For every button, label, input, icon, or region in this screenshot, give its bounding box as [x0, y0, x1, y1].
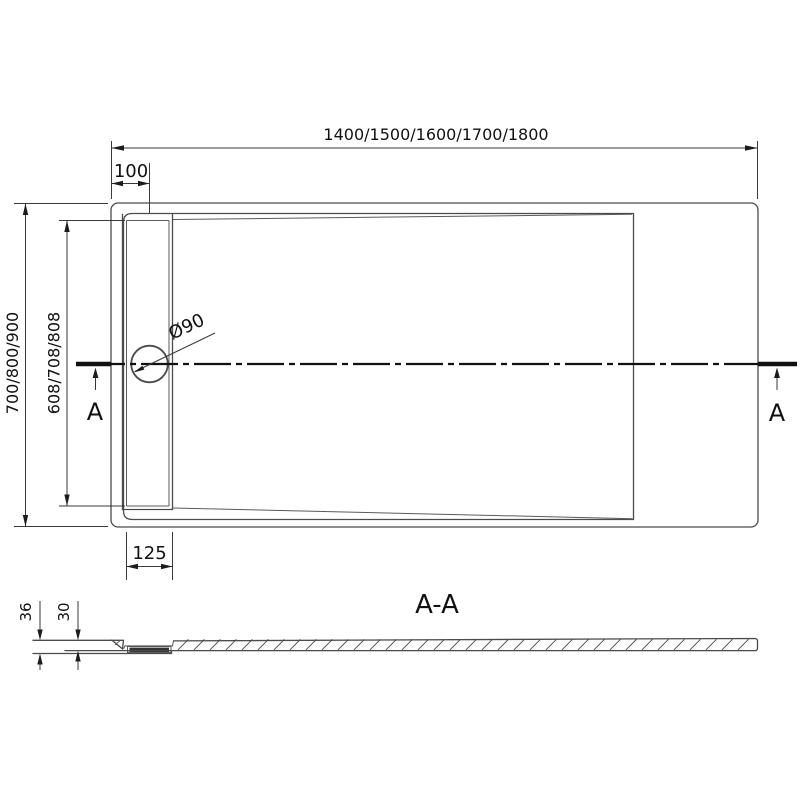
hatch-line	[498, 639, 509, 650]
hatch-line	[482, 639, 493, 650]
slope-fold-top	[173, 214, 632, 219]
hatch-line	[354, 639, 365, 650]
section-marker-right	[758, 364, 797, 427]
hatch-line	[370, 639, 381, 650]
channel-width-label: 125	[132, 543, 167, 564]
hatch-line	[530, 639, 541, 650]
body-height-dimension	[55, 601, 81, 670]
hatch-line	[514, 639, 525, 650]
depth-arrow-top	[23, 204, 28, 216]
slope-fold-bottom	[173, 508, 633, 519]
body-height-label: 30	[55, 602, 73, 622]
length-arrow-right	[745, 145, 758, 150]
hatch-line	[658, 639, 669, 650]
hatch-line	[738, 639, 749, 650]
inner-depth-dimension-label: 608/708/808	[44, 311, 64, 415]
section-top-surface	[174, 639, 758, 651]
drain-offset-dimension	[112, 161, 150, 213]
hatch-line	[434, 639, 445, 650]
hatch-line	[466, 639, 477, 650]
hatch-line	[562, 639, 573, 650]
section-view-title: A-A	[415, 590, 459, 620]
edge-height-dimension	[17, 601, 43, 670]
length-arrow-left	[112, 145, 125, 150]
body-height-arrow-bottom	[75, 651, 80, 662]
edge-height-label: 36	[17, 602, 35, 622]
diameter-leader-arrow	[134, 366, 145, 373]
body-height-arrow-top	[75, 630, 80, 641]
hatch-line	[690, 639, 701, 650]
channel-width-arrow-left	[127, 564, 139, 569]
edge-height-arrow-bottom	[37, 654, 42, 665]
section-label-left: A	[86, 398, 104, 426]
hatch-line	[642, 639, 653, 650]
drain-cover	[130, 648, 170, 652]
section-arrow-head-right	[774, 368, 780, 379]
hatch-line	[674, 639, 685, 650]
hatch-line	[706, 639, 717, 650]
top-view	[3, 125, 797, 580]
hatch-line	[722, 639, 733, 650]
section-view	[17, 590, 758, 670]
hatch-line	[338, 639, 349, 650]
section-arrow-head-left	[93, 368, 99, 379]
hatch-line	[386, 639, 397, 650]
hatch-line	[546, 639, 557, 650]
hatch-line	[594, 639, 605, 650]
drain-ramp	[112, 640, 124, 649]
section-label-right: A	[768, 399, 786, 427]
hatch-line	[578, 639, 589, 650]
drain-offset-label: 100	[113, 161, 149, 182]
depth-dimension-label: 700/800/900	[3, 311, 22, 415]
length-dimension-label: 1400/1500/1600/1700/1800	[323, 125, 549, 144]
inner-depth-arrow-top	[64, 221, 69, 233]
depth-arrow-bottom	[23, 515, 28, 527]
drain-channel	[123, 215, 173, 510]
hatch-line	[418, 639, 429, 650]
hatch-line	[610, 639, 621, 650]
channel-width-dimension	[127, 532, 173, 580]
section-marker-left	[76, 364, 111, 426]
channel-width-arrow-right	[161, 564, 173, 569]
hatch-line	[626, 639, 637, 650]
tray-inner-rim	[124, 214, 634, 520]
edge-height-arrow-top	[37, 630, 42, 641]
drain-diameter-label: Ø90	[165, 309, 208, 345]
length-dimension	[112, 125, 758, 199]
hatch-line	[450, 639, 461, 650]
inner-depth-arrow-bottom	[64, 495, 69, 507]
hatch-line	[402, 639, 413, 650]
